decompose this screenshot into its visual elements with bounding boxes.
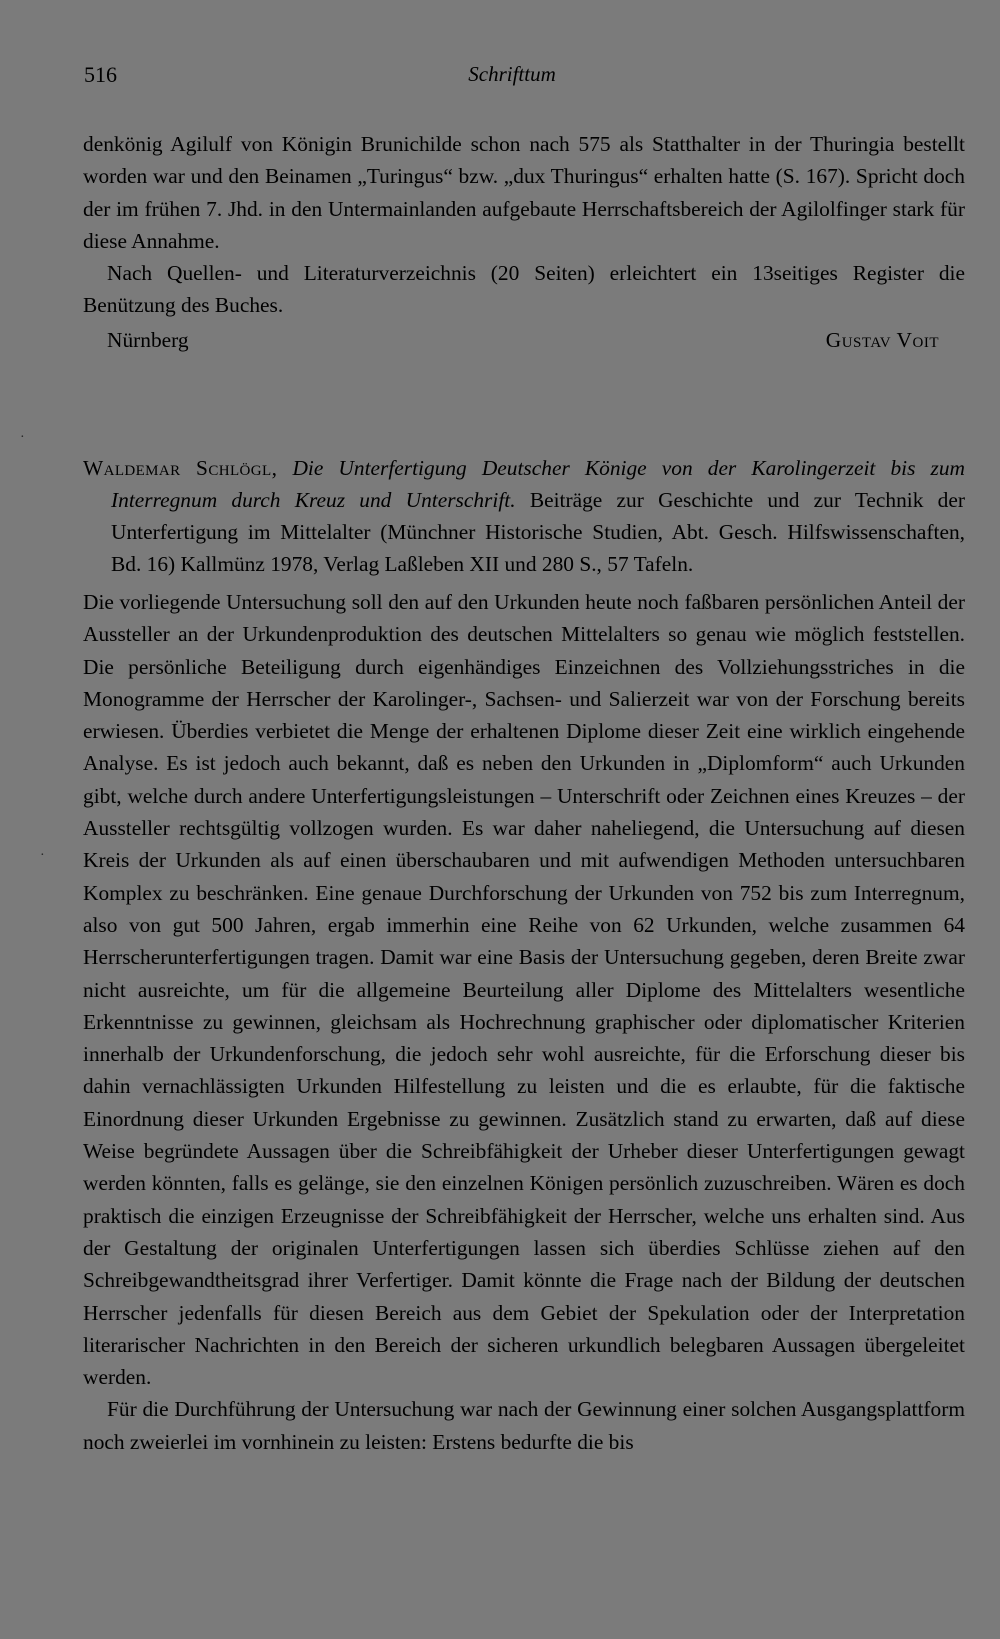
scan-speck: · bbox=[40, 848, 45, 863]
review-body bbox=[83, 586, 965, 1458]
running-title: Schrifttum bbox=[468, 62, 556, 86]
cited-author: Waldemar Schlögl, bbox=[83, 456, 278, 480]
cited-details: Beiträge zur Geschichte und zur Technik der Unterfertigung im Mittelalter (Münchner Historische Studien, Abt. Gesch. Hilfswissenschaften, Bd. 16) Kallmünz 1978, Verlag Laßleben XII und 280 S., 57 Tafeln. bbox=[111, 488, 965, 576]
bibliographic-entry bbox=[83, 452, 965, 580]
cited-title: Die Unterfertigung Deutscher Könige von der Karolingerzeit bis zum Interregnum durch Kreuz und Unterschrift. bbox=[111, 456, 965, 512]
body-paragraph: Nach Quellen- und Literaturverzeichnis (20 Seiten) erleichtert ein 13seitiges Register die Benützung des Buches. bbox=[83, 261, 965, 318]
review-citation bbox=[83, 452, 965, 580]
body-paragraph: Für die Durchführung der Untersuchung war nach der Gewinnung einer solchen Ausgangsplattform noch zweierlei im vornhinein zu leisten: Erstens bedurfte die bis bbox=[83, 1397, 965, 1454]
review-signature bbox=[83, 324, 965, 356]
reviewer-name: Gustav Voit bbox=[825, 327, 939, 352]
body-paragraph: denkönig Agilulf von Königin Brunichilde schon nach 575 als Statthalter in der Thuringia bestellt worden war und den Beinamen „Turingus“ bzw. „dux Thuringus“ erhalten hatte (S. 167). Spricht doch der im frühen 7. Jhd. in den Untermainlanden aufgebaute Herrschaftsbereich der Agilolfinger stark für diese Annahme. bbox=[83, 132, 965, 253]
body-paragraph: Die vorliegende Untersuchung soll den auf den Urkunden heute noch faßbaren persönlichen Anteil der Aussteller an der Urkundenproduktion des deutschen Mittelalters so genau wie möglich feststellen. Die persönliche Beteiligung durch eigenhändiges Einzeichnen des Vollziehungsstriches in die Monogramme der Herrscher der Karolinger-, Sachsen- und Salierzeit war von der Forschung bereits erwiesen. Überdies verbietet die Menge der erhaltenen Diplome dieser Zeit eine wirklich eingehende Analyse. Es ist jedoch auch bekannt, daß es neben den Urkunden in „Diplomform“ auch Urkunden gibt, welche durch andere Unterfertigungsleistungen – Unterschrift oder Zeichnen eines Kreuzes – der Aussteller rechtsgültig vollzogen wurden. Es war daher naheliegend, die Untersuchung auf diesen Kreis der Urkunden als auf einen überschaubaren und mit aufwendigen Methoden untersuchbaren Komplex zu beschränken. Eine genaue Durchforschung der Urkunden von 752 bis zum Interregnum, also von gut 500 Jahren, ergab immerhin eine Reihe von 62 Urkunden, welche zusammen 64 Herrscherunterfertigungen tragen. Damit war eine Basis der Untersuchung gegeben, deren Breite zwar nicht ausreichte, um für die allgemeine Beurteilung aller Diplome des Mittelalters wesentliche Erkenntnisse zu gewinnen, gleichsam als Hochrechnung graphischer oder diplomatischer Kriterien innerhalb der Urkundenforschung, die jedoch sehr wohl ausreichte, für die Erforschung dieser bis dahin vernachlässigten Urkunden Hilfestellung zu leisten und die es erlaubte, für die faktische Einordnung dieser Urkunden Ergebnisse zu gewinnen. Zusätzlich stand zu erwarten, daß auf diese Weise begründete Aussagen über die Schreibfähigkeit der Urheber dieser Unterfertigungen gewagt werden könnten, falls es gelänge, sie den einzelnen Königen persönlich zuzuschreiben. Wären es doch praktisch die einzigen Erzeugnisse der Schreibfähigkeit der Herrscher, welche uns erhalten sind. Aus der Gestaltung der originalen Unterfertigungen lassen sich überdies Schlüsse ziehen auf den Schreibgewandtheitsgrad ihrer Verfertiger. Damit könnte die Frage nach der Bildung der deutschen Herrscher jedenfalls für diesen Bereich aus dem Gebiet der Spekulation oder der Interpretation literarischer Nachrichten in den Bereich der sicheren urkundlich belegbaren Aussagen übergeleitet werden. bbox=[83, 590, 965, 1390]
scan-speck: · bbox=[20, 430, 25, 445]
page-header bbox=[84, 62, 940, 92]
review-continuation bbox=[83, 128, 965, 356]
signature-place: Nürnberg bbox=[107, 327, 189, 352]
page-number: 516 bbox=[84, 62, 117, 87]
